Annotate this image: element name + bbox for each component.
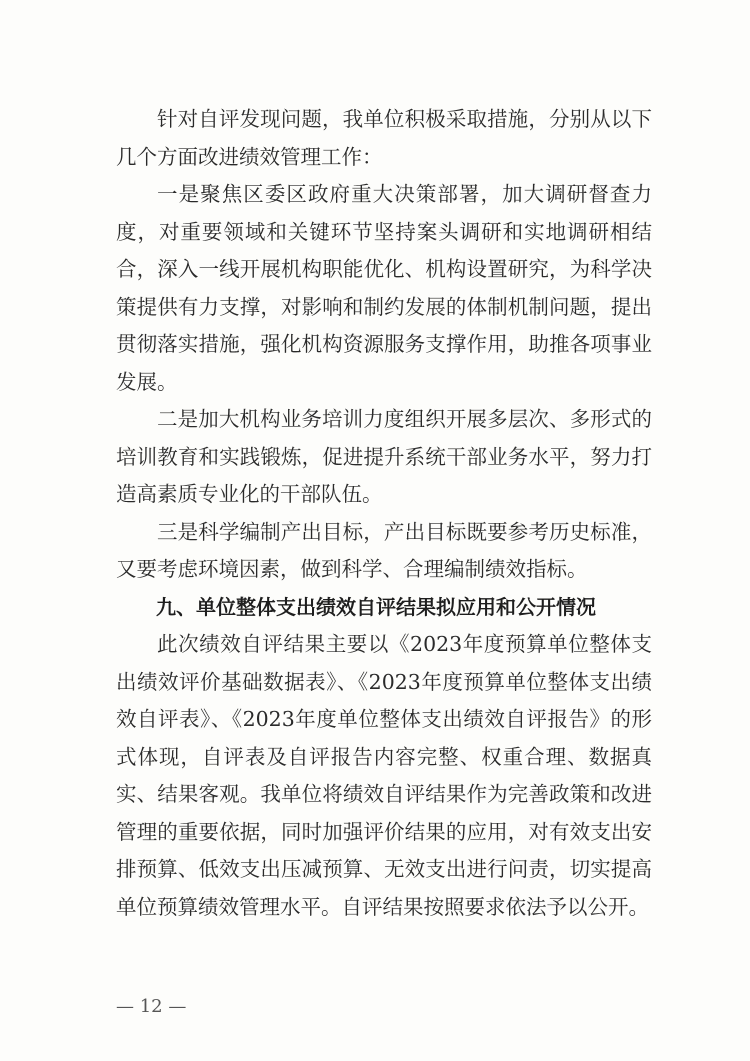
measure-one-paragraph: 一是聚焦区委区政府重大决策部署，加大调研督查力度，对重要领域和关键环节坚持案头调研和实地调研相结合，深入一线开展机构职能优化、机构设置研究，为科学决策提供有力支撑，对影响和制约发展的体制机制问题，提出贯彻落实措施，强化机构资源服务支撑作用，助推各项事业发展。 — [116, 182, 652, 394]
measure-two-paragraph: 二是加大机构业务培训力度组织开展多层次、多形式的培训教育和实践锻炼，促进提升系统干部业务水平，努力打造高素质专业化的干部队伍。 — [116, 407, 652, 506]
intro-paragraph: 针对自评发现问题，我单位积极采取措施，分别从以下几个方面改进绩效管理工作： — [116, 107, 652, 169]
page-number: — 12 — — [116, 996, 187, 1017]
measure-three-paragraph: 三是科学编制产出目标，产出目标既要参考历史标准，又要考虑环境因素，做到科学、合理编制绩效指标。 — [116, 519, 652, 581]
section-heading: 九、单位整体支出绩效自评结果拟应用和公开情况 — [156, 594, 596, 619]
document-body — [116, 101, 652, 926]
section-paragraph: 此次绩效自评结果主要以《2023年度预算单位整体支出绩效评价基础数据表》、《2023年度预算单位整体支出绩效自评表》、《2023年度单位整体支出绩效自评报告》的形式体现，自评表及自评报告内容完整、权重合理、数据真实、结果客观。我单位将绩效自评结果作为完善政策和改进管理的重要依据，同时加强评价结果的应用，对有效支出安排预算、低效支出压减预算、无效支出进行问责，切实提高单位预算绩效管理水平。自评结果按照要求依法予以公开。 — [116, 632, 652, 919]
